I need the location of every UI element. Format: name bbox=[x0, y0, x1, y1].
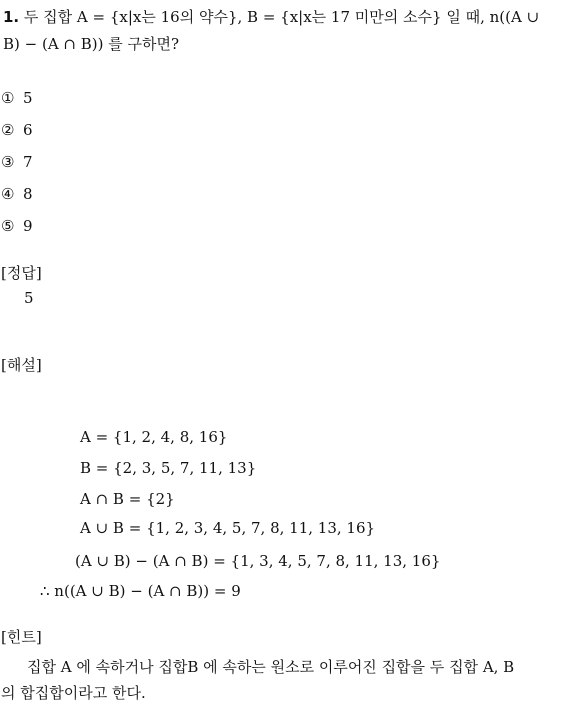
choice-2-value: 6 bbox=[23, 121, 33, 139]
choice-5-value: 9 bbox=[23, 217, 33, 235]
choice-5[interactable] bbox=[1, 216, 33, 236]
hint-label: [힌트] bbox=[1, 628, 42, 646]
choice-2-mark: ② bbox=[1, 121, 15, 139]
choice-4[interactable] bbox=[1, 184, 33, 204]
choice-3-value: 7 bbox=[23, 153, 33, 171]
choice-1[interactable] bbox=[1, 88, 33, 108]
solution-line-4: A ∪ B = {1, 2, 3, 4, 5, 7, 8, 11, 13, 16} bbox=[80, 519, 376, 537]
answer-label: [정답] bbox=[1, 264, 42, 282]
question-number: 1. bbox=[3, 8, 20, 26]
solution-line-1: A = {1, 2, 4, 8, 16} bbox=[80, 428, 228, 446]
solution-line-6: ∴ n((A ∪ B) − (A ∩ B)) = 9 bbox=[40, 582, 241, 600]
solution-line-2: B = {2, 3, 5, 7, 11, 13} bbox=[80, 459, 257, 477]
solution-line-5: (A ∪ B) − (A ∩ B) = {1, 3, 4, 5, 7, 8, 11, 13, 16} bbox=[75, 552, 441, 570]
choice-1-value: 5 bbox=[23, 89, 33, 107]
hint-text-line2: 의 합집합이라고 한다. bbox=[1, 684, 146, 702]
hint-text bbox=[1, 654, 571, 706]
choice-3-mark: ③ bbox=[1, 153, 15, 171]
question-text-line2: B) − (A ∩ B)) 를 구하면? bbox=[3, 35, 180, 53]
choice-5-mark: ⑤ bbox=[1, 217, 15, 235]
answer-value: 5 bbox=[24, 289, 34, 307]
choice-3[interactable] bbox=[1, 152, 33, 172]
question-text-line1: 두 집합 A = {x|x는 16의 약수}, B = {x|x는 17 미만의 소수} 일 때, n((A ∪ bbox=[19, 8, 540, 26]
choice-2[interactable] bbox=[1, 120, 33, 140]
question bbox=[3, 4, 569, 58]
solution-line-3: A ∩ B = {2} bbox=[80, 490, 175, 508]
choice-1-mark: ① bbox=[1, 89, 15, 107]
choice-4-mark: ④ bbox=[1, 185, 15, 203]
solution-label: [해설] bbox=[1, 356, 42, 374]
hint-text-line1: 집합 A 에 속하거나 집합B 에 속하는 원소로 이루어진 집합을 두 집합 A, B bbox=[27, 658, 515, 676]
choice-4-value: 8 bbox=[23, 185, 33, 203]
